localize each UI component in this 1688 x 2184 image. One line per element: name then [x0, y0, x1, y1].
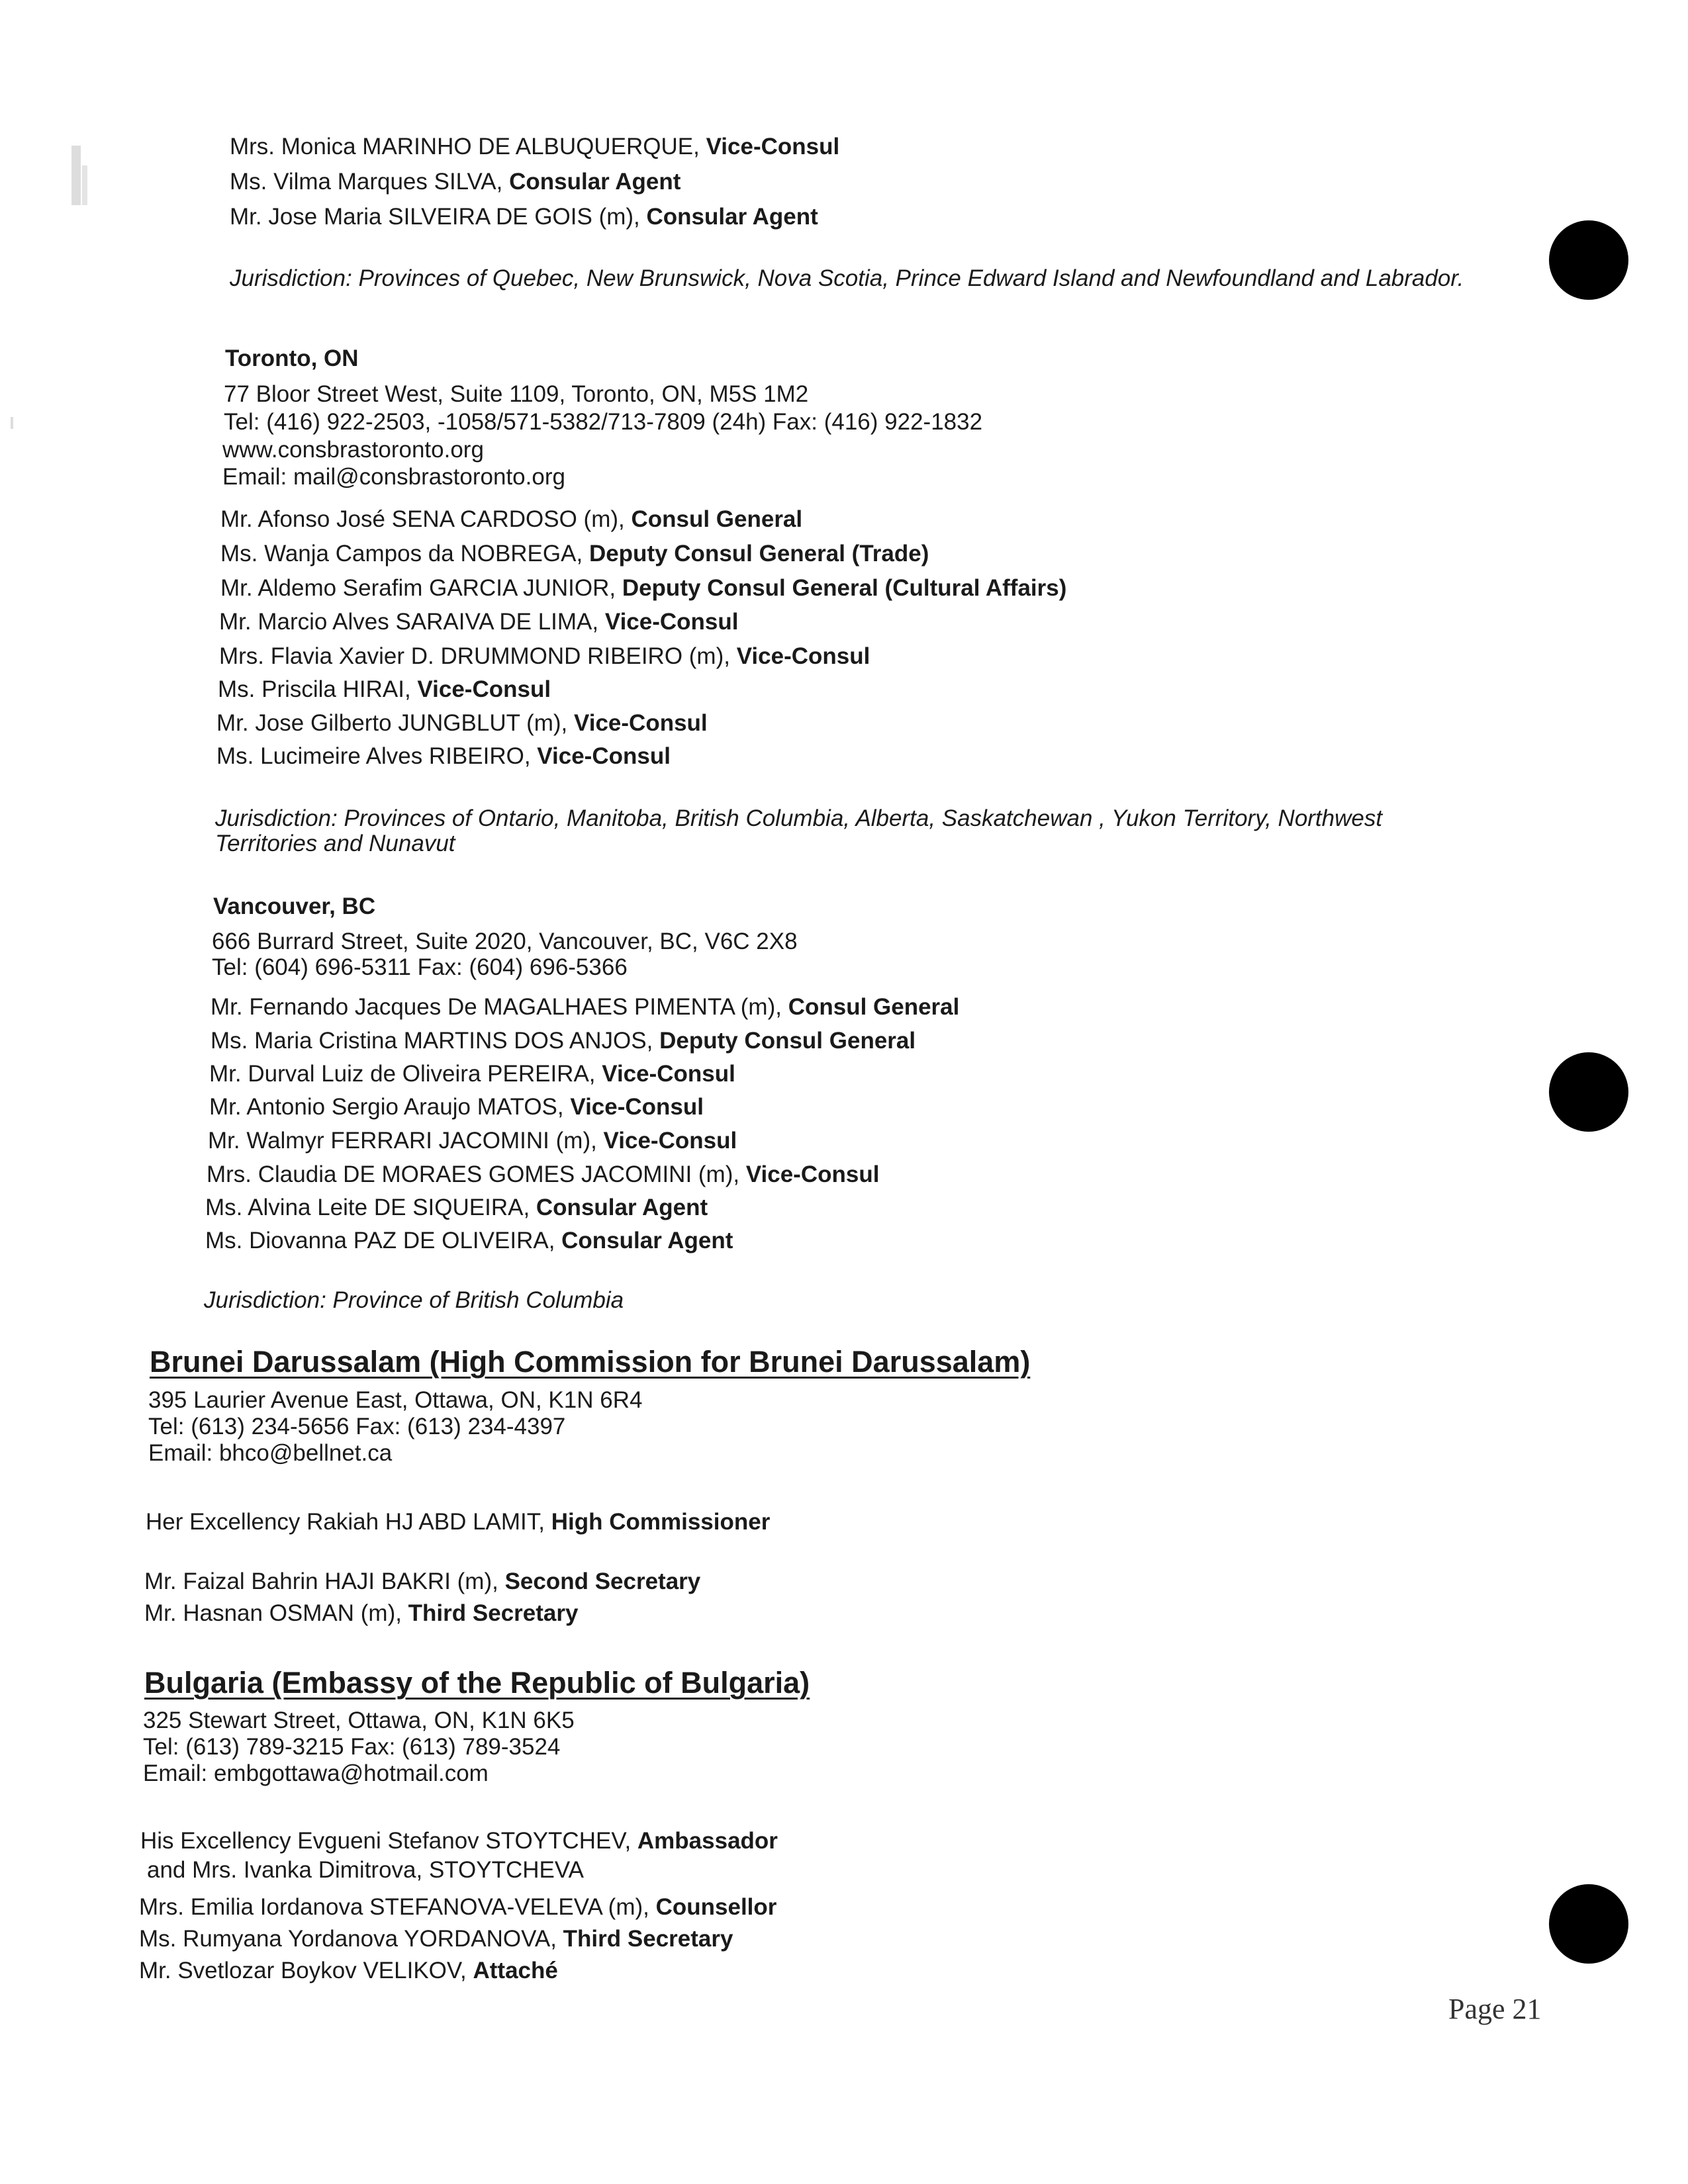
- country-heading: Brunei Darussalam (High Commission for Brunei Darussalam): [150, 1345, 1031, 1379]
- scan-artifact: [11, 417, 13, 429]
- consulate-city-heading: Vancouver, BC: [213, 893, 376, 919]
- staff-entry: Ms. Priscila HIRAI, Vice-Consul: [218, 676, 551, 702]
- staff-entry: Mr. Durval Luiz de Oliveira PEREIRA, Vice-Consul: [209, 1061, 735, 1087]
- staff-entry: Mr. Svetlozar Boykov VELIKOV, Attaché: [139, 1958, 558, 1983]
- country-heading: Bulgaria (Embassy of the Republic of Bulgaria): [144, 1666, 810, 1700]
- staff-entry: Mr. Fernando Jacques De MAGALHAES PIMENTA (m), Consul General: [211, 994, 960, 1020]
- staff-entry: Mr. Afonso José SENA CARDOSO (m), Consul General: [220, 506, 803, 532]
- phone-fax-line: Tel: (613) 789-3215 Fax: (613) 789-3524: [143, 1734, 561, 1760]
- staff-entry: Mr. Marcio Alves SARAIVA DE LIMA, Vice-Consul: [219, 609, 739, 635]
- staff-entry: Ms. Maria Cristina MARTINS DOS ANJOS, Deputy Consul General: [211, 1028, 916, 1054]
- email-line: Email: bhco@bellnet.ca: [148, 1440, 393, 1466]
- page-number: Page 21: [1448, 1993, 1542, 2025]
- address-line: 666 Burrard Street, Suite 2020, Vancouver, BC, V6C 2X8: [212, 929, 798, 954]
- staff-entry: Ms. Alvina Leite DE SIQUEIRA, Consular Agent: [205, 1195, 708, 1220]
- phone-fax-line: Tel: (416) 922-2503, -1058/571-5382/713-7809 (24h) Fax: (416) 922-1832: [224, 409, 983, 435]
- staff-entry: Ms. Diovanna PAZ DE OLIVEIRA, Consular Agent: [205, 1228, 733, 1253]
- staff-entry: Mr. Walmyr FERRARI JACOMINI (m), Vice-Consul: [208, 1128, 737, 1154]
- staff-entry: Ms. Lucimeire Alves RIBEIRO, Vice-Consul: [216, 743, 671, 769]
- staff-entry: Mr. Jose Gilberto JUNGBLUT (m), Vice-Consul: [216, 710, 708, 736]
- address-line: 77 Bloor Street West, Suite 1109, Toronto, ON, M5S 1M2: [224, 381, 809, 407]
- staff-entry: Ms. Vilma Marques SILVA, Consular Agent: [230, 169, 681, 195]
- staff-entry: Mrs. Claudia DE MORAES GOMES JACOMINI (m), Vice-Consul: [207, 1161, 880, 1187]
- punch-hole: [1549, 1052, 1628, 1132]
- punch-hole: [1549, 1884, 1628, 1964]
- head-of-mission: Her Excellency Rakiah HJ ABD LAMIT, High Commissioner: [146, 1509, 771, 1535]
- staff-entry: Mrs. Flavia Xavier D. DRUMMOND RIBEIRO (m), Vice-Consul: [219, 643, 870, 669]
- staff-entry: Ms. Rumyana Yordanova YORDANOVA, Third Secretary: [139, 1926, 733, 1952]
- staff-entry: Mrs. Monica MARINHO DE ALBUQUERQUE, Vice-Consul: [230, 134, 840, 159]
- website-line: www.consbrastoronto.org: [222, 437, 484, 463]
- spouse-line: and Mrs. Ivanka Dimitrova, STOYTCHEVA: [147, 1857, 584, 1883]
- head-of-mission: His Excellency Evgueni Stefanov STOYTCHEV, Ambassador: [140, 1828, 778, 1854]
- phone-fax-line: Tel: (613) 234-5656 Fax: (613) 234-4397: [148, 1414, 566, 1439]
- staff-entry: Mr. Aldemo Serafim GARCIA JUNIOR, Deputy Consul General (Cultural Affairs): [220, 575, 1067, 601]
- scan-artifact: [82, 165, 87, 205]
- staff-entry: Mr. Faizal Bahrin HAJI BAKRI (m), Second Secretary: [144, 1569, 701, 1594]
- consulate-city-heading: Toronto, ON: [225, 345, 359, 371]
- jurisdiction-note: Territories and Nunavut: [215, 831, 455, 856]
- email-line: Email: mail@consbrastoronto.org: [222, 464, 565, 490]
- jurisdiction-note: Jurisdiction: Province of British Columbia: [204, 1287, 624, 1313]
- address-line: 395 Laurier Avenue East, Ottawa, ON, K1N 6R4: [148, 1387, 643, 1413]
- jurisdiction-note: Jurisdiction: Provinces of Quebec, New Brunswick, Nova Scotia, Prince Edward Island and Newfoundland and Labrador.: [230, 265, 1464, 291]
- jurisdiction-note: Jurisdiction: Provinces of Ontario, Manitoba, British Columbia, Alberta, Saskatchewan , Yukon Territory, Northwest: [215, 805, 1383, 831]
- address-line: 325 Stewart Street, Ottawa, ON, K1N 6K5: [143, 1707, 575, 1733]
- phone-fax-line: Tel: (604) 696-5311 Fax: (604) 696-5366: [212, 954, 628, 980]
- staff-entry: Mr. Hasnan OSMAN (m), Third Secretary: [144, 1600, 579, 1626]
- email-line: Email: embgottawa@hotmail.com: [143, 1760, 489, 1786]
- scan-artifact: [71, 146, 81, 205]
- staff-entry: Mr. Antonio Sergio Araujo MATOS, Vice-Consul: [209, 1094, 704, 1120]
- staff-entry: Mrs. Emilia Iordanova STEFANOVA-VELEVA (m), Counsellor: [139, 1894, 777, 1920]
- punch-hole: [1549, 220, 1628, 300]
- staff-entry: Mr. Jose Maria SILVEIRA DE GOIS (m), Consular Agent: [230, 204, 818, 230]
- staff-entry: Ms. Wanja Campos da NOBREGA, Deputy Consul General (Trade): [220, 541, 929, 567]
